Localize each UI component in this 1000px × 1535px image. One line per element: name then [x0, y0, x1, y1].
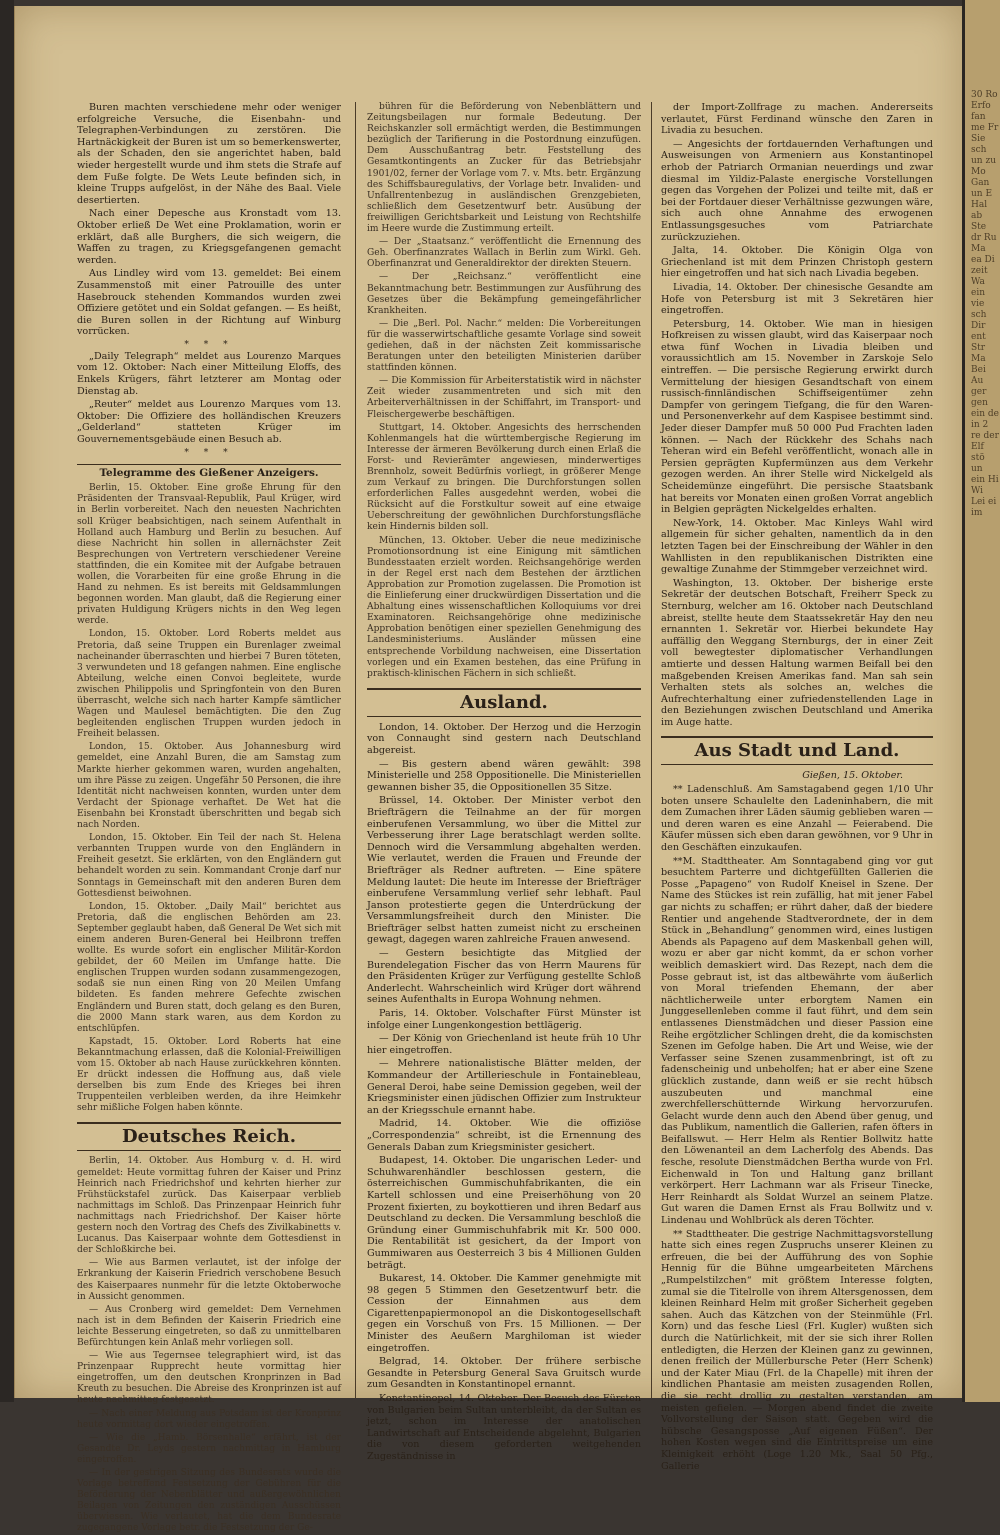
article-paragraph: — Aus Cronberg wird gemeldet: Dem Vernehmen nach ist in dem Befinden der Kaiserin Friedrich eine leichte Besserung eingetreten, so daß zu unmittelbaren Befürchtungen kein Anlaß mehr vorliegen soll.	[77, 1304, 341, 1348]
binding-shadow	[0, 0, 14, 1402]
dateline: Gießen, 15. Oktober.	[802, 770, 903, 782]
column-2	[367, 102, 641, 1462]
telegram-paragraph: Berlin, 15. Oktober. Eine große Ehrung für den Präsidenten der Transvaal-Republik, Paul Krüger, wird in Berlin vorbereitet. Nach den neuesten Nachrichten soll Krüger beabsichtigen, nach seinem Aufenthalt in Holland auch Hamburg und Berlin zu besuchen. Auf diese Nachricht hin sollen in allernächster Zeit Besprechungen von Vertretern verschiedener Vereine stattfinden, die ein Komitee mit der Aufgabe betrauen wollen, die Vorarbeiten für eine große Ehrung in die Hand zu nehmen. Es ist bereits mit Geldsammlungen begonnen worden. Man glaubt, daß die Regierung einer privaten Huldigung Krügers nichts in den Weg legen werde.	[77, 483, 341, 627]
column-rule-1	[355, 102, 356, 1398]
article-paragraph: Konstantinopel, 14. Oktober. Der Besuch des Fürsten von Bulgarien beim Sultan unterbleibt, da der Sultan es jetzt, schon im Interesse der anatolischen Landwirtschaft auf Entscheidende abgelehnt, Bulgarien die von diesem geforderten weitgehenden Zugeständnisse in	[367, 1393, 641, 1462]
article-paragraph: Stuttgart, 14. Oktober. Angesichts des herrschenden Kohlenmangels hat die württembergische Regierung im Interesse der ärmeren Bevölkerung durch einen Erlaß die Forst- und Revierämter angewiesen, minderwertiges Brennholz, soweit Bedürfnis vorliegt, in größerer Menge zum Verkauf zu bringen. Die Durchforstungen sollen erforderlichen Falles ausgedehnt werden, wobei die Rücksicht auf die Forstkultur soweit auf eine etwaige Ueberschreitung der gewöhnlichen Durchforstungsfläche kein Hindernis bilden soll.	[367, 422, 641, 533]
article-paragraph: der Import-Zollfrage zu machen. Andererseits verlautet, Fürst Ferdinand wünsche den Zaren in Livadia zu besuchen.	[661, 102, 933, 137]
article-paragraph: Jalta, 14. Oktober. Die Königin Olga von Griechenland ist mit dem Prinzen Christoph gestern hier eingetroffen und hat sich nach Livadia begeben.	[661, 245, 933, 280]
section-heading: Telegramme des Gießener Anzeigers.	[77, 464, 341, 480]
article-paragraph: — Mehrere nationalistische Blätter melden, der Kommandeur der Artillerieschule in Fontainebleau, General Deroi, habe seine Demission gegeben, weil der Kriegsminister einen jüdischen Offizier zum Instrukteur an der Kriegsschule ernannt habe.	[367, 1058, 641, 1116]
article-paragraph: — Wie aus Tegernsee telegraphiert wird, ist das Prinzenpaar Rupprecht heute vormittag hier eingetroffen, um den deutschen Kronprinzen in Bad Kreuth zu besuchen. Die Abreise des Kronprinzen ist auf heute nachmittag festgesetzt.	[77, 1351, 341, 1406]
article-paragraph: Bukarest, 14. Oktober. Die Kammer genehmigte mit 98 gegen 5 Stimmen den Gesetzentwurf betr. die Cession der Einnahmen aus dem Cigarettenpapiermonopol an die Diskontogesellschaft gegen ein Vorschuß von Frs. 15 Millionen. — Der Minister des Aeußern Marghiloman ist wieder eingetroffen.	[367, 1273, 641, 1354]
column-rule-2	[651, 102, 652, 1398]
article-paragraph: Livadia, 14. Oktober. Der chinesische Gesandte am Hofe von Petersburg ist mit 3 Sekretären hier eingetroffen.	[661, 281, 933, 317]
article-paragraph: — Der König von Griechenland ist heute früh 10 Uhr hier eingetroffen.	[367, 1033, 641, 1056]
article-paragraph: — Gestern besichtigte das Mitglied der Burendelegation Fischer das von Herrn Maurens für den Präsidenten Krüger zur Verfügung gestellte Schloß Anderlecht. Wahrscheinlich wird Krüger dort während seines Aufenthalts in Europa Wohnung nehmen.	[367, 948, 641, 1006]
article-paragraph: ** Stadttheater. Die gestrige Nachmittagsvorstellung hatte sich eines regen Zuspruchs unserer Kleinen zu erfreuen, die bei der Aufführung des von Sophie Hennig für die Bühne umgearbeiteten Märchens „Rumpelstilzchen“ mit größtem Interesse folgten, zumal sie die Titelrolle von ihrem Altersgenossen, dem kleinen Reinhard Helm mit großer Sicherheit gegeben sahen. Auch das Kätzchen von der Steinmühle (Frl. Korn) und das fesche Liesl (Frl. Kugler) wußten sich durch die Natürlichkeit, mit der sie sich ihrer Rollen entledigten, die Herzen der Kleinen ganz zu gewinnen, denen freilich der Müllerbursche Peter (Herr Schenk) und der Kater Miau (Frl. de la Chapelle) mit ihren der kindlichen Phantasie am meisten zusagenden Rollen, die sie recht drollig zu gestalten verstanden, am meisten gefielen. — Morgen abend findet die zweite Vollvorstellung der Saison statt. Gegeben wird die hübsche Gesangsposse „Auf eigenen Füßen“. Der hohen Kosten wegen sind die Eintrittspreise um eine Kleinigkeit erhöht (Loge 1.20 Mk., Saal 50 Pfg., Gallerie	[661, 1228, 933, 1472]
article-paragraph: — Der „Reichsanz.“ veröffentlicht eine Bekanntmachung betr. Bestimmungen zur Ausführung des Gesetzes über die Bekämpfung gemeingefährlicher Krankheiten.	[367, 272, 641, 316]
article-paragraph: Brüssel, 14. Oktober. Der Minister verbot den Briefträgern die Teilnahme an der für morgen einberufenen Versammlung, wo über die Mittel zur Verbesserung ihrer Lage beratschlagt werden sollte. Dennoch wird die Versammlung abgehalten werden. Wie verlautet, werden die Frauen und Freunde der Briefträger als Redner auftreten. — Eine spätere Meldung lautet: Die heute im Interesse der Briefträger einberufene Versammlung verlief sehr lebhaft. Paul Janson protestierte gegen die Unterdrückung der Versammlungsfreiheit durch den Minister. Die Briefträger selbst hatten zumeist nicht zu erscheinen gewagt, dagegen waren zahlreiche Frauen anwesend.	[367, 795, 641, 946]
section-heading: Aus Stadt und Land.	[661, 736, 933, 765]
section-separator: * * *	[184, 447, 234, 458]
article-paragraph: Madrid, 14. Oktober. Wie die offiziöse „Correspondenzia“ schreibt, ist die Ernennung des Generals Daban zum Kriegsminister gesichert.	[367, 1118, 641, 1153]
article-paragraph: — Die Kommission für Arbeiterstatistik wird in nächster Zeit wieder zusammentreten und sich mit den Arbeiterverhältnissen in der Schiffahrt, im Transport- und Fleischergewerbe beschäftigen.	[367, 376, 641, 420]
section-separator: * * *	[184, 339, 234, 350]
article-paragraph: Buren machten verschiedene mehr oder weniger erfolgreiche Versuche, die Eisenbahn- und Telegraphen-Verbindungen zu zerstören. Die Hartnäckigkeit der Buren ist um so bemerkenswerter, als der Schaden, den sie angerichtet haben, bald wieder hergestellt wurde und ihm stets die Strafe auf dem Fuße folgte. De Wets Leute befinden sich, in kleine Trupps aufgelöst, in der Nähe des Baal. Viele desertierten.	[77, 102, 341, 206]
article-paragraph: London, 14. Oktober. Der Herzog und die Herzogin von Connaught sind gestern nach Deutschland abgereist.	[367, 721, 641, 756]
article-paragraph: New-York, 14. Oktober. Mac Kinleys Wahl wird allgemein für sicher gehalten, namentlich da in den letzten Tagen bei der Einschreibung der Wähler in den Wahllisten in den republikanischen Distrikten eine gewaltige Zunahme der Stimmgeber verzeichnet wird.	[661, 517, 933, 576]
article-paragraph: Paris, 14. Oktober. Volschafter Fürst Münster ist infolge einer Lungenkongestion bettlägerig.	[367, 1008, 641, 1031]
article-paragraph: — Wie aus Barmen verlautet, ist der infolge der Erkrankung der Kaiserin Friedrich verschobene Besuch des Kaiserpaares nunmehr für die letzte Oktoberwoche in Aussicht genommen.	[77, 1258, 341, 1302]
article-paragraph: — Wie die „Hamb. Börsenhalle“ erfährt, ist der Gesandte Dr. Leyds gestern nachmittag in Hamburg eingetroffen.	[77, 1432, 341, 1465]
article-paragraph: — Die „Berl. Pol. Nachr.“ melden: Die Vorbereitungen für die wasserwirtschaftliche gesamte Vorlage sind soweit gediehen, daß in der nächsten Zeit kommissarische Beratungen unter den beteiligten Ministerien darüber stattfinden können.	[367, 318, 641, 374]
article-paragraph: — Angesichts der fortdauernden Verhaftungen und Ausweisungen von Armeniern aus Konstantinopel erhob der Patriarch Ormanian neuerdings und zwar diesmal im Yildiz-Palaste energische Vorstellungen gegen das Vorgehen der Polizei und teilte mit, daß er bei der Fortdauer dieser Verhältnisse gezwungen wäre, sich auch ohne Annahme des erwogenen Entlassungsgesuches vom Patriarchate zurückzuziehen.	[661, 138, 933, 243]
column-1	[77, 102, 341, 1534]
adjacent-page-edge	[962, 0, 1000, 1402]
telegram-paragraph: London, 15. Oktober. Aus Johannesburg wird gemeldet, eine Anzahl Buren, die am Samstag zum Markte hierher gekommen waren, wurden angehalten, um ihre Pässe zu zeigen. Ungefähr 50 Personen, die ihre Identität nicht nachweisen konnten, wurden unter dem Verdacht der Spionage verhaftet. De Wet hat die Eisenbahn bei Kronstadt überschritten und begab sich nach Norden.	[77, 742, 341, 831]
telegram-paragraph: Kapstadt, 15. Oktober. Lord Roberts hat eine Bekanntmachung erlassen, daß die Kolonial-Freiwilligen vom 15. Oktober ab nach Hause zurückkehren könnten. Er drückt indessen die Hoffnung aus, daß viele derselben bis zum Ende des Krieges bei ihren Truppenteilen verbleiben werden, da ihre Heimkehr sehr mißliche Folgen haben könnte.	[77, 1036, 341, 1114]
adjacent-page-text: 30 Ro Erfo fan me Fr Sie sch un zu Mo Gan un E Hal ab Ste dr Ru Ma ea Di zeit Wa ein vie sch Dir ent Str Ma Bei Au ger gen ein de in 2 re der Elf stö un ein Hi Wi Lei ei im	[971, 90, 999, 518]
telegram-paragraph: London, 15. Oktober. „Daily Mail“ berichtet aus Pretoria, daß die englischen Behörden am 23. September geglaubt haben, daß General De Wet sich mit einem anderen Buren-General bei Heilbronn treffen wollte. Es wurde sofort ein englischer Militär-Kordon gebildet, der 60 Meilen im Umfange hatte. Die englischen Truppen wurden sodann zusammengezogen, sodaß sie nun einen Ring von 20 Meilen Umfang bildeten. Es fanden mehrere Gefechte zwischen Engländern und Buren statt, doch gelang es den Buren, die 2000 Mann stark waren, aus dem Kordon zu entschlüpfen.	[77, 901, 341, 1034]
article-paragraph: „Daily Telegraph“ meldet aus Lourenzo Marques vom 12. Oktober: Nach einer Mitteilung Eloffs, des Enkels Krügers, fährt letzterer am Montag oder Dienstag ab.	[77, 350, 341, 397]
article-paragraph: — Bis gestern abend wären gewählt: 398 Ministerielle und 258 Oppositionelle. Die Ministeriellen gewannen bisher 35, die Oppositionellen 35 Sitze.	[367, 758, 641, 793]
telegram-paragraph: London, 15. Oktober. Ein Teil der nach St. Helena verbannten Truppen wurde von den Engländern in Freiheit gesetzt. Sie erklärten, von den Engländern gut behandelt worden zu sein. Kommandant Cronje darf nur Sonntags in Gemeinschaft mit den anderen Buren dem Gottesdienst beiwohnen.	[77, 833, 341, 899]
article-paragraph: Budapest, 14. Oktober. Die ungarischen Leder- und Schuhwarenhändler beschlossen gestern, die österreichischen Gummischuhfabrikanten, die ein Kartell schlossen und eine Preiserhöhung von 20 Prozent fixierten, zu boykottieren und ihren Bedarf aus Deutschland zu decken. Die Versammlung beschloß die Gründung einer Gummischuhfabrik mit Kr. 500 000. Die Rentabilität ist gesichert, da der Import von Gummiwaren aus Oesterreich 3 bis 4 Millionen Gulden beträgt.	[367, 1155, 641, 1271]
article-paragraph: — Nach einer Meldung aus Potsdam ist der Kronprinz heute vormittag dort wieder eingetroffen.	[77, 1408, 341, 1430]
article-paragraph: Berlin, 14. Oktober. Aus Homburg v. d. H. wird gemeldet: Heute vormittag fuhren der Kaiser und Prinz Heinrich nach Friedrichshof und kehrten hierher zur Frühstückstafel zurück. Das Kaiserpaar verblieb nachmittags im Schloß. Das Prinzenpaar Heinrich fuhr nachmittags nach Friedrichshof. Der Kaiser hörte gestern noch den Vortrag des Chefs des Zivilkabinetts v. Lucanus. Das Kaiserpaar wohnte dem Gottesdienst in der Schloßkirche bei.	[77, 1156, 341, 1256]
article-paragraph: bühren für die Beförderung von Nebenblättern und Zeitungsbeilagen nur formale Bedeutung. Der Reichskanzler soll ermächtigt werden, die Bestimmungen bezüglich der Tarifierung in die Postordnung einzufügen. Dem Ausschußantrag betr. Feststellung des Gesamtkontingents an Zucker für das Betriebsjahr 1901/02, ferner der Vorlage vom 7. v. Mts. betr. Ergänzung des Schiffsbauregulativs, der Vorlage betr. Invaliden- und Unfallrentenbezug in ausländischen Grenzgebieten, schließlich dem Gesetzentwurf betr. Ausübung der freiwilligen Gerichtsbarkeit und Leistung von Rechtshilfe im Heere wurde die Zustimmung erteilt.	[367, 102, 641, 235]
article-paragraph: Petersburg, 14. Oktober. Wie man in hiesigen Hofkreisen zu wissen glaubt, wird das Kaiserpaar noch etwa fünf Wochen in Livadia bleiben und voraussichtlich am 15. November in Zarskoje Selo eintreffen. — Die persische Regierung erwirkt durch Vermittelung der hiesigen Gesandtschaft von einem russisch-finnländischen Schiffseigentümer zehn Dampfer von geringem Tiefgang, die für den Waren- und Personenverkehr auf dem Kaspisee bestimmt sind. Jeder dieser Dampfer muß 50 000 Pud Frachten laden können. — Nach der Rückkehr des Schahs nach Teheran wird ein Befehl veröffentlicht, wonach alle in Persien geprägten Kupfermünzen aus dem Verkehr gezogen werden. An ihrer Stelle wird Nickelgeld als Scheidemünze eingeführt. Die persische Staatsbank hat bereits vor Monaten einen großen Vorrat angeblich in Belgien geprägten Nickelgeldes erhalten.	[661, 318, 933, 516]
article-paragraph: Nach einer Depesche aus Kronstadt vom 13. Oktober erließ De Wet eine Proklamation, worin er erklärt, daß alle Burghers, die sich weigern, die Waffen zu tragen, zu Kriegsgefangenen gemacht werden.	[77, 208, 341, 266]
article-paragraph: „Reuter“ meldet aus Lourenzo Marques vom 13. Oktober: Die Offiziere des holländischen Kreuzers „Gelderland“ statteten Krüger im Gouvernementsgebäude einen Besuch ab.	[77, 399, 341, 446]
article-paragraph: **M. Stadttheater. Am Sonntagabend ging vor gut besuchtem Parterre und dichtgefüllten Gallerien die Posse „Papageno“ von Rudolf Kneisel in Szene. Der Name des Stückes ist rein zufällig, hat mit jener Fabel gar nichts zu schaffen; er rührt daher, daß der biedere Rentier und angehende Stadtverordnete, der in dem Stück in „Behandlung“ genommen wird, eines lustigen Abends als Papageno auf dem Maskenball gehen will, wozu er aber gar nicht kommt, da er schon vorher weiblich demaskiert wird. Das Rezept, nach dem die Posse gebraut ist, ist das altbewährte vom äußerlich von Moral triefenden Ehemann, der aber nächtlicherweile unter erborgtem Namen ein Junggesellenleben comme il faut führt, und dem sein entlassenes Dienstmädchen und dieser Passion eine Reihe ergötzlicher Schlingen dreht, die da komischsten Szenen im Gefolge haben. Die Art und Weise, wie der Verfasser seine Szenen zusammenbringt, ist oft zu fadenscheinig und unbeholfen; hat er aber eine Szene glücklich zustande, dann weiß er sie recht hübsch auszubeuten und manchmal eine zwerchfellerschütternde Wirkung hervorzurufen. Gelacht wurde denn auch den Abend über genug, und das Publikum, namentlich die Gallerien, rafen öfters in Beifallswut. — Herr Helm als Rentier Bollwitz hatte den Löwenanteil an dem Lacherfolg des Abends. Das fesche, resolute Dienstmädchen Bertha wurde von Frl. Eichenwald in Ton und Haltung ganz brillant verkörpert. Herr Lachmann war als Friseur Tinecke, Herr Reinhardt als Soldat Wurzel an seinem Platze. Gut waren die Damen Ernst als Frau Bollwitz und v. Lindenau und Wohlbrück als deren Töchter.	[661, 855, 933, 1227]
article-paragraph: München, 13. Oktober. Ueber die neue medizinische Promotionsordnung ist eine Einigung mit sämtlichen Bundesstaaten erzielt worden. Reichsangehörige werden in der Regel erst nach dem Bestehen der ärztlichen Approbation zur Promotion zugelassen. Die Promotion ist die Einlieferung einer druckwürdigen Dissertation und die Abhaltung eines wissenschaftlichen Kolloquiums vor drei Examinatoren. Reichsangehörige ohne medizinische Approbation benötigen einer speziellen Genehmigung des Landesministeriums. Ausländer müssen eine entsprechende Vorbildung nachweisen, eine Dissertation vorlegen und ein Examen bestehen, das eine Prüfung in praktisch-klinischen Fächern in sich schließt.	[367, 535, 641, 679]
article-paragraph: — Der „Staatsanz.“ veröffentlicht die Ernennung des Geh. Oberfinanzrates Wallach in Berlin zum Wirkl. Geh. Oberfinanzrat und Generaldirektor der direkten Steuern.	[367, 237, 641, 270]
article-paragraph: Aus Lindley wird vom 13. gemeldet: Bei einem Zusammenstoß mit einer Patrouille des unter Hasebrouck stehenden Kommandos wurden zwei Offiziere getötet und ein Soldat gefangen. — Es heißt, die Buren sollen in der Richtung auf Winburg vorrücken.	[77, 268, 341, 338]
article-paragraph: — In der gestrigen Sitzung des Bundesrats wurde die Vorlage betreffend Festsetzung der Gebühren für die Beförderung der Nebenblätter und außergewöhnlichen Beilagen von Zeitungen den zuständigen Ausschüssen überwiesen. Wie verlautet, hat die dem Bundesrate zugegangene Vorlage betr. die Festsetzung der Ge-	[77, 1468, 341, 1534]
article-paragraph: Washington, 13. Oktober. Der bisherige erste Sekretär der deutschen Botschaft, Freiherr Speck zu Sternburg, welcher am 16. Oktober nach Deutschland abreist, stellte heute dem Staatssekretär Hay den neu ernannten 1. Sekretär vor. Hierbei bekundete Hay auffällig den Weggang Sternburgs, der in einer Zeit voll bewegtester diplomatischer Verhandlungen amtierte und dessen Haltung warmen Beifall bei den maßgebenden Kreisen Amerikas fand. Man sah sein Verhalten stets als solches an, welches die Aufrechterhaltung einer zufriedenstellenden Lage in den Beziehungen zwischen Deutschland und Amerika im Auge hatte.	[661, 577, 933, 728]
section-heading: Ausland.	[367, 688, 641, 717]
column-3	[661, 102, 933, 1472]
newspaper-page	[14, 6, 962, 1534]
article-paragraph: Belgrad, 14. Oktober. Der frühere serbische Gesandte in Petersburg General Sava Gruitsch wurde zum Gesandten in Konstantinopel ernannt.	[367, 1356, 641, 1391]
section-heading: Deutsches Reich.	[77, 1122, 341, 1151]
article-paragraph: ** Ladenschluß. Am Samstagabend gegen 1/10 Uhr boten unsere Schaulelte den Ladeninhabern, die mit dem Zumachen ihrer Läden säumig geblieben waren — und deren waren es eine Anzahl — Feierabend. Die Käufer müssen sich eben daran gewöhnen, vor 9 Uhr in den Geschäften einzukaufen.	[661, 784, 933, 854]
telegram-paragraph: London, 15. Oktober. Lord Roberts meldet aus Pretoria, daß seine Truppen ein Burenlager zweimal nacheinander überraschten und hierbei 7 Buren töteten, 3 verwundeten und 18 gefangen nahmen. Eine englische Abteilung, welche einen Convoi begleitete, wurde zwischen Philippolis und Springfontein von den Buren überrascht, welche sich nach harter Kampfe sämtlicher Wagen und Maulesel bemächtigten. Die den Zug begleitenden englischen Truppen wurden jedoch in Freiheit belassen.	[77, 629, 341, 740]
